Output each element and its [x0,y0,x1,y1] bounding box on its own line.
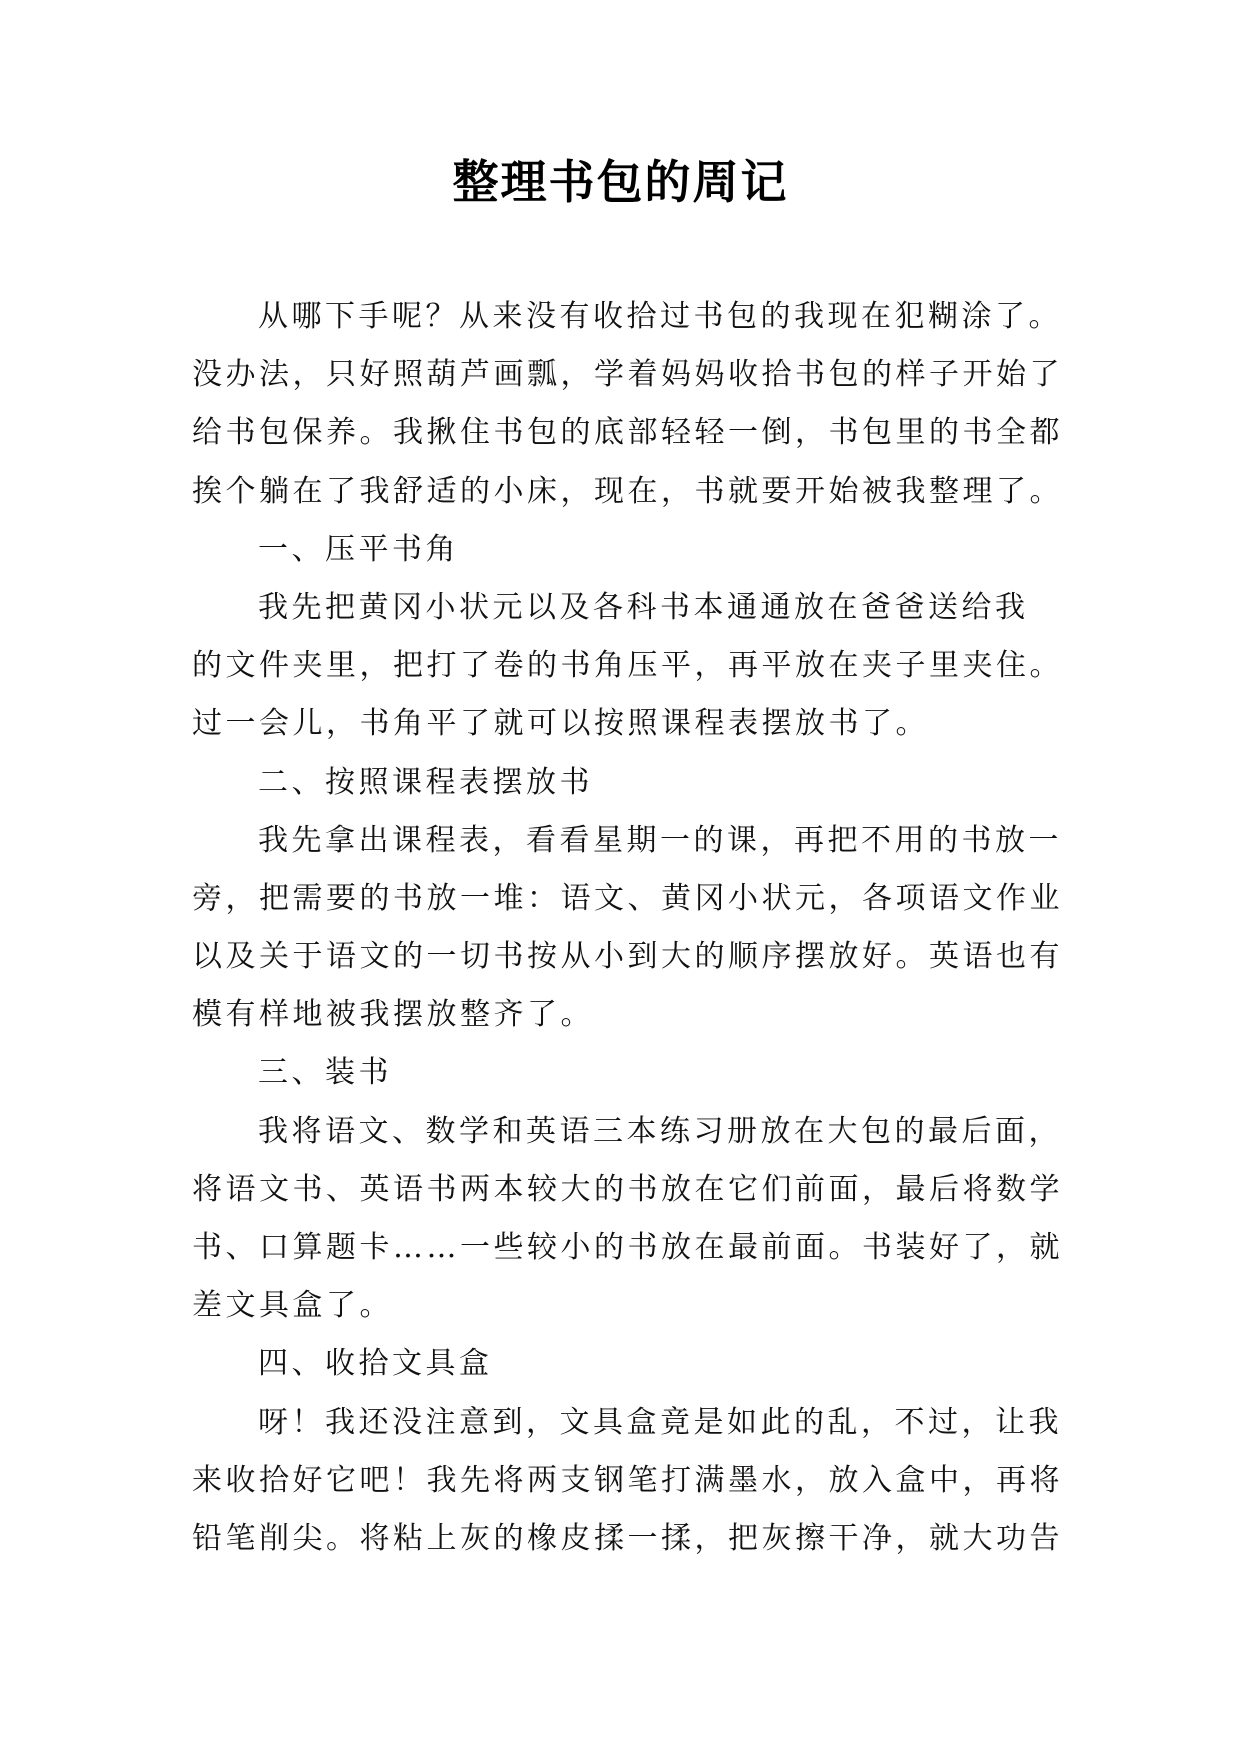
paragraph-line: 呀！我还没注意到，文具盒竟是如此的乱，不过，让我 [258,1404,1062,1440]
paragraph-line: 挨个躺在了我舒适的小床，现在，书就要开始被我整理了。 [192,473,1063,509]
section-heading: 一、压平书角 [258,531,459,567]
section-heading: 三、装书 [258,1055,392,1091]
paragraph-line: 差文具盒了。 [192,1288,393,1324]
section-heading: 二、按照课程表摆放书 [258,764,593,800]
paragraph-line: 书、口算题卡……一些较小的书放在最前面。书装好了，就 [192,1230,1063,1265]
paragraph-line: 给书包保养。我揪住书包的底部轻轻一倒，书包里的书全都 [192,415,1063,451]
paragraph-line: 模有样地被我摆放整齐了。 [192,997,594,1033]
paragraph-line: 的文件夹里，把打了卷的书角压平，再平放在夹子里夹住。 [192,648,1063,684]
page-title: 整理书包的周记 [452,155,789,209]
paragraph-line: 以及关于语文的一切书按从小到大的顺序摆放好。英语也有 [192,939,1063,975]
paragraph-line: 铅笔削尖。将粘上灰的橡皮揉一揉，把灰擦干净，就大功告 [192,1520,1063,1556]
paragraph-line: 我将语文、数学和英语三本练习册放在大包的最后面， [258,1113,1062,1149]
paragraph-line: 过一会儿，书角平了就可以按照课程表摆放书了。 [192,706,929,742]
paragraph-line: 我先拿出课程表，看看星期一的课，再把不用的书放一 [258,822,1062,858]
paragraph-line: 旁，把需要的书放一堆：语文、黄冈小状元，各项语文作业 [192,880,1063,916]
paragraph-line: 我先把黄冈小状元以及各科书本通通放在爸爸送给我 [258,589,1029,625]
paragraph-line: 没办法，只好照葫芦画瓢，学着妈妈收拾书包的样子开始了 [192,357,1063,393]
paragraph-line: 从哪下手呢？从来没有收拾过书包的我现在犯糊涂了。 [258,299,1062,334]
article-body [192,288,1072,1568]
paragraph-line: 来收拾好它吧！我先将两支钢笔打满墨水，放入盒中，再将 [192,1462,1063,1498]
paragraph-line: 将语文书、英语书两本较大的书放在它们前面，最后将数学 [192,1171,1063,1207]
section-heading: 四、收拾文具盒 [258,1346,493,1382]
